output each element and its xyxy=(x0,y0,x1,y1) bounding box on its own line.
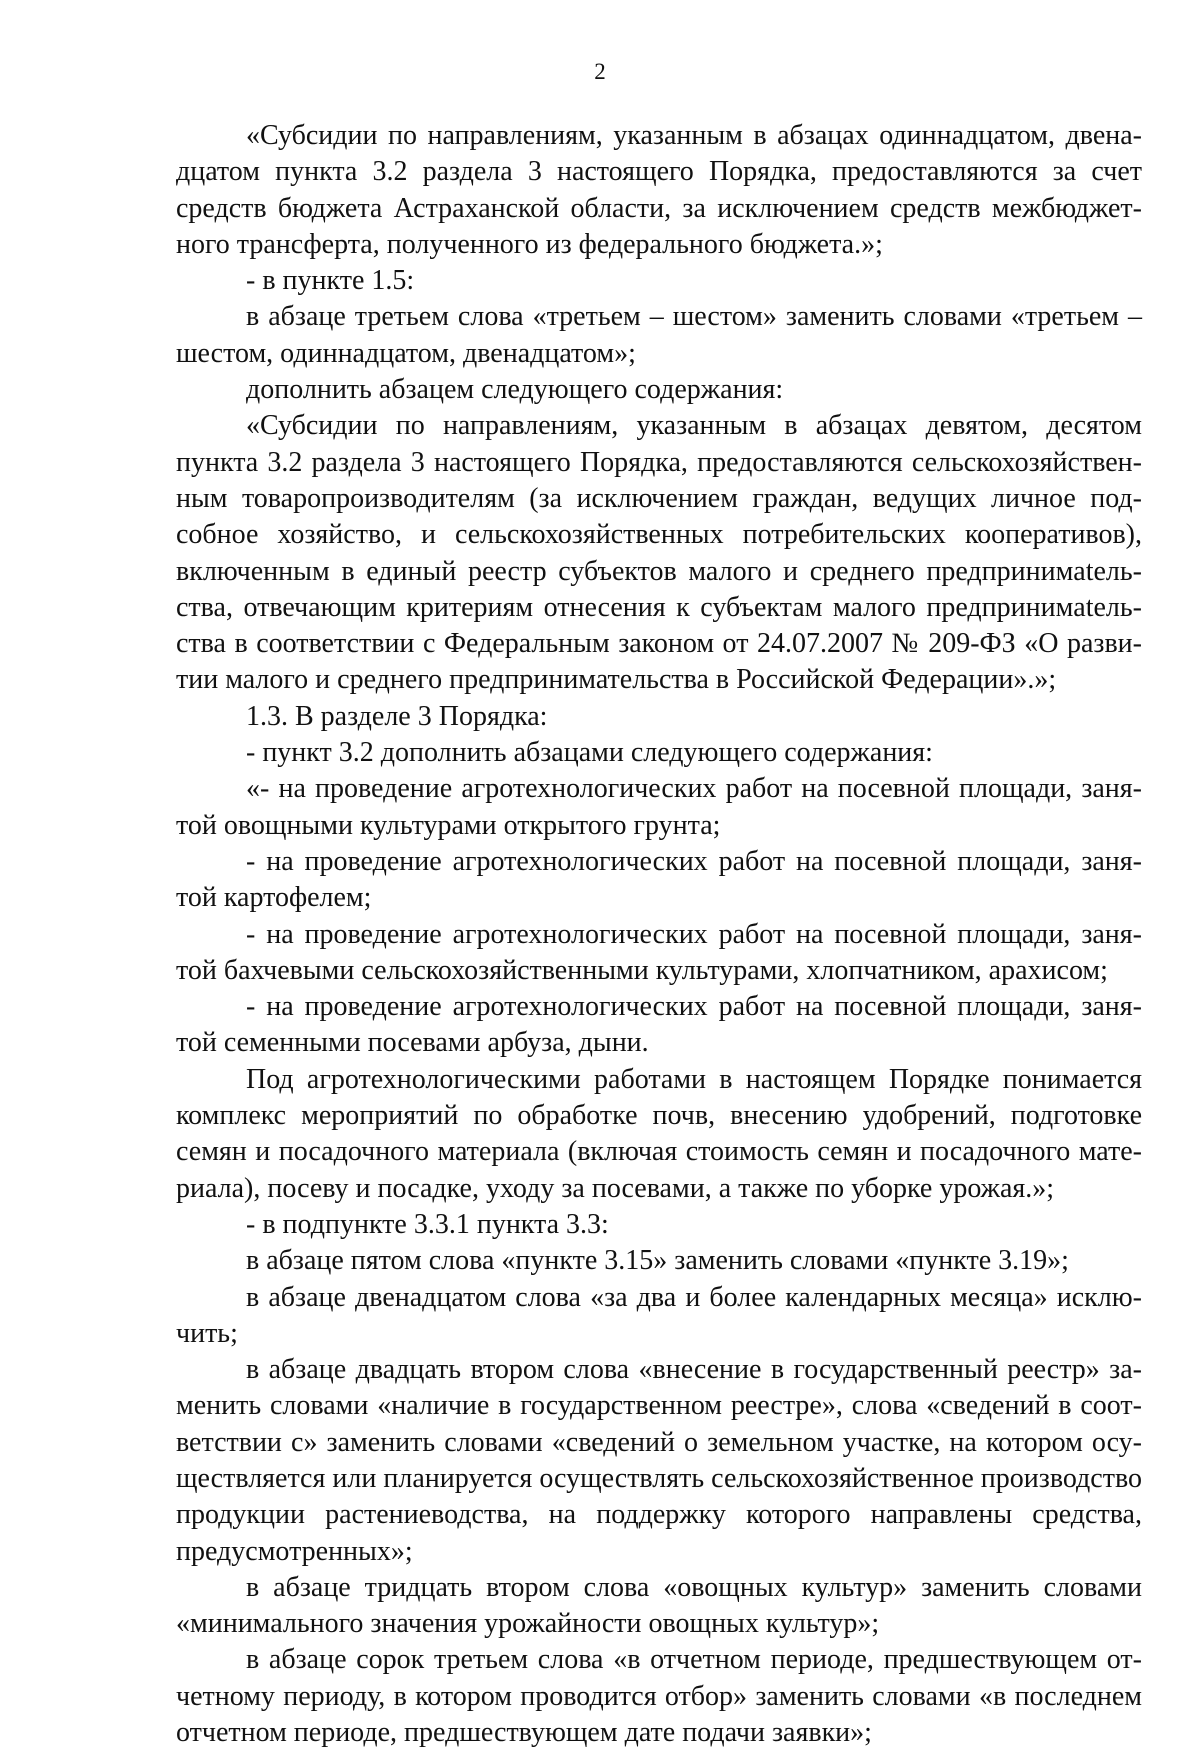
paragraph: - пункт 3.2 дополнить абзацами следующего содержания: xyxy=(246,737,933,769)
document-body xyxy=(176,118,1142,1751)
paragraph: - в пункте 1.5: xyxy=(246,265,415,297)
paragraph: в абзаце двадцать втором слова «внесение в государственный реестр» заменить словами «наличие в государственном реестре», слова «сведений в соответствии с» заменить словами «сведений о земельном участке, на котором осуществляется или планируется осуществлять сельскохозяйственное производство продукции растениеводства, на поддержку которого направлены средства, предусмотренных»; xyxy=(176,1354,1142,1567)
paragraph: «Субсидии по направлениям, указанным в абзацах девятом, десятом пункта 3.2 раздела 3 настоящего Порядка, предоставляются сельскохозяйственным товаропроизводителям (за исключением граждан, ведущих личное подсобное хозяйство, и сельскохозяйственных потребительских кооперативов), включенным в единый реестр субъектов малого и среднего предпринимatельства, отвечающим критериям отнесения к субъектам малого предпринимatельства в соответствии с Федеральным законом от 24.07.2007 № 209-ФЗ «О развитии малого и среднего предпринимательства в Российской Федерации».»; xyxy=(176,410,1142,696)
paragraph: - на проведение агротехнологических работ на посевной площади, занятой семенными посевами арбуза, дыни. xyxy=(176,991,1142,1059)
paragraph: - на проведение агротехнологических работ на посевной площади, занятой картофелем; xyxy=(176,845,1142,914)
paragraph: 1.3. В разделе 3 Порядка: xyxy=(246,700,548,732)
paragraph: в абзаце сорок третьем слова «в отчетном периоде, предшествующем отчетному периоду, в котором проводится отбор» заменить словами «в последнем отчетном периоде, предшествующем дате подачи заявки»; xyxy=(176,1644,1142,1749)
paragraph: - в подпункте 3.3.1 пункта 3.3: xyxy=(246,1208,609,1240)
paragraph: в абзаце пятом слова «пункте 3.15» заменить словами «пункте 3.19»; xyxy=(246,1245,1069,1277)
paragraph: в абзаце третьем слова «третьем – шестом» заменить словами «третьем – шестом, одиннадцатом, двенадцатом»; xyxy=(176,301,1142,369)
page-number: 2 xyxy=(594,59,606,84)
paragraph: в абзаце тридцать втором слова «овощных культур» заменить словами «минимального значения урожайности овощных культур»; xyxy=(176,1571,1142,1640)
paragraph: «Субсидии по направлениям, указанным в абзацах одиннадцатом, двенадцатом пункта 3.2 раздела 3 настоящего Порядка, предоставляются за счет средств бюджета Астраханской области, за исключением средств межбюджетного трансферта, полученного из федерального бюджета.»; xyxy=(176,120,1142,260)
paragraph: - на проведение агротехнологических работ на посевной площади, занятой бахчевыми сельскохозяйственными культурами, хлопчатником, арахисом; xyxy=(176,918,1142,986)
paragraph: Под агротехнологическими работами в настоящем Порядке понимается комплекс мероприятий по обработке почв, внесению удобрений, подготовке семян и посадочного материала (включая стоимость семян и посадочного материала), посеву и посадке, уходу за посевами, а также по уборке урожая.»; xyxy=(176,1063,1142,1204)
paragraph: дополнить абзацем следующего содержания: xyxy=(246,374,784,406)
paragraph: в абзаце двенадцатом слова «за два и более календарных месяца» исключить; xyxy=(176,1281,1142,1349)
paragraph: «- на проведение агротехнологических работ на посевной площади, занятой овощными культурами открытого грунта; xyxy=(176,773,1142,841)
